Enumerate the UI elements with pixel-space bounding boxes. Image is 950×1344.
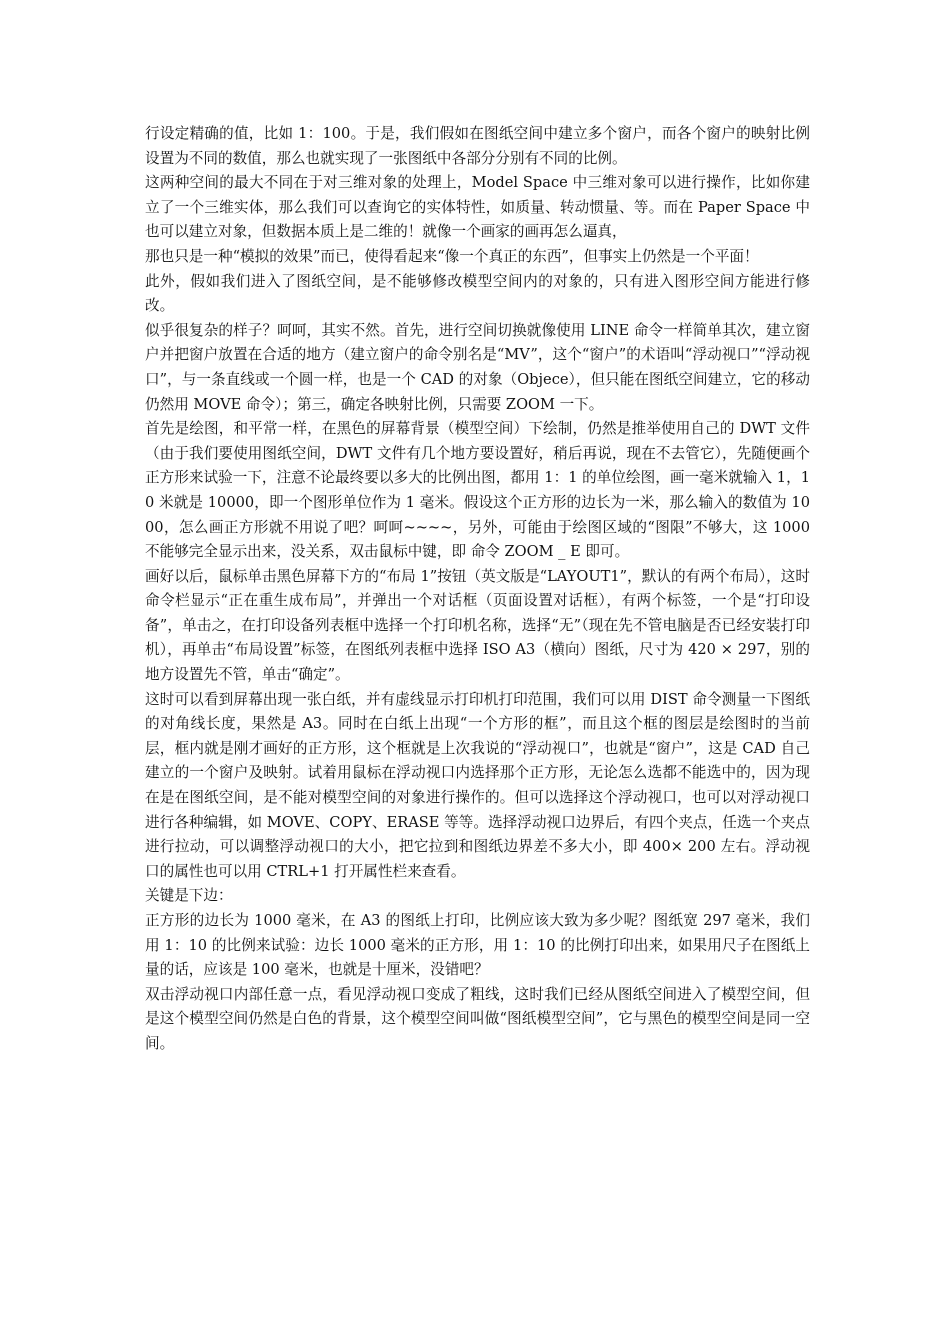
paragraph: 那也只是一种“模拟的效果”而已，使得看起来“像一个真正的东西”，但事实上仍然是一个平面！ [145, 247, 759, 265]
paragraph: 这两种空间的最大不同在于对三维对象的处理上，Model Space 中三维对象可以进行操作，比如你建立了一个三维实体，那么我们可以查询它的实体特性，如质量、转动惯量、等。而在 Paper Space 中也可以建立对象，但数据本质上是二维的！就像一个画家的画再怎么逼真， [145, 174, 810, 241]
paragraph: 似乎很复杂的样子？呵呵，其实不然。首先，进行空间切换就像使用 LINE 命令一样简单其次，建立窗户并把窗户放置在合适的地方（建立窗户的命令别名是“MV”，这个“窗户”的术语叫“浮动视口”“浮动视口”，与一条直线或一个圆一样，也是一个 CAD 的对象（Objece），但只能在图纸空间建立，它的移动仍然用 MOVE 命令）；第三，确定各映射比例，只需要 ZOOM 一下。 [145, 321, 810, 413]
paragraph: 行设定精确的值，比如 1：100。于是，我们假如在图纸空间中建立多个窗户，而各个窗户的映射比例设置为不同的数值，那么也就实现了一张图纸中各部分分别有不同的比例。 [145, 125, 810, 167]
paragraph: 双击浮动视口内部任意一点，看见浮动视口变成了粗线，这时我们已经从图纸空间进入了模型空间，但是这个模型空间仍然是白色的背景，这个模型空间叫做“图纸模型空间”，它与黑色的模型空间是同一空间。 [145, 985, 810, 1052]
document-body [145, 122, 810, 1057]
paragraph: 关键是下边： [145, 887, 233, 905]
paragraph: 首先是绘图，和平常一样，在黑色的屏幕背景（模型空间）下绘制，仍然是推举使用自己的 DWT 文件（由于我们要使用图纸空间，DWT 文件有几个地方要设置好，稍后再说，现在不去管它），先随便画个正方形来试验一下，注意不论最终要以多大的比例出图，都用 1：1 的单位绘图，画一毫米就输入 1，10 米就是 10000，即一个图形单位作为 1 毫米。假设这个正方形的边长为一米，那么输入的数值为 1000，怎么画正方形就不用说了吧？呵呵~~~~，另外，可能由于绘图区域的“图限”不够大，这 1000 不能够完全显示出来，没关系，双击鼠标中键，即 命令 ZOOM _ E 即可。 [145, 420, 810, 561]
paragraph: 正方形的边长为 1000 毫米，在 A3 的图纸上打印，比例应该大致为多少呢？图纸宽 297 毫米，我们用 1：10 的比例来试验：边长 1000 毫米的正方形，用 1：10 的比例打印出来，如果用尺子在图纸上量的话，应该是 100 毫米，也就是十厘米，没错吧？ [145, 912, 810, 979]
paragraph: 画好以后，鼠标单击黑色屏幕下方的“布局 1”按钮（英文版是“LAYOUT1”，默认的有两个布局），这时命令栏显示“正在重生成布局”，并弹出一个对话框（页面设置对话框），有两个标签，一个是“打印设备”，单击之，在打印设备列表框中选择一个打印机名称，选择“无”（现在先不管电脑是否已经安装打印机），再单击“布局设置”标签，在图纸列表框中选择 ISO A3（横向）图纸，尺寸为 420 × 297，别的地方设置先不管，单击“确定”。 [145, 567, 810, 684]
paragraph: 此外，假如我们进入了图纸空间，是不能够修改模型空间内的对象的，只有进入图形空间方能进行修改。 [145, 272, 810, 315]
paragraph: 这时可以看到屏幕出现一张白纸，并有虚线显示打印机打印范围，我们可以用 DIST 命令测量一下图纸的对角线长度，果然是 A3。同时在白纸上出现“一个方形的框”，而且这个框的图层是绘图时的当前层，框内就是刚才画好的正方形，这个框就是上次我说的“浮动视口”，也就是“窗户”，这是 CAD 自己建立的一个窗户及映射。试着用鼠标在浮动视口内选择那个正方形，无论怎么选都不能选中的，因为现在是在图纸空间，是不能对模型空间的对象进行操作的。但可以选择这个浮动视口，也可以对浮动视口进行各种编辑，如 MOVE、COPY、ERASE 等等。选择浮动视口边界后，有四个夹点，任选一个夹点进行拉动，可以调整浮动视口的大小，把它拉到和图纸边界差不多大小，即 400× 200 左右。浮动视口的属性也可以用 CTRL+1 打开属性栏来查看。 [145, 690, 810, 880]
